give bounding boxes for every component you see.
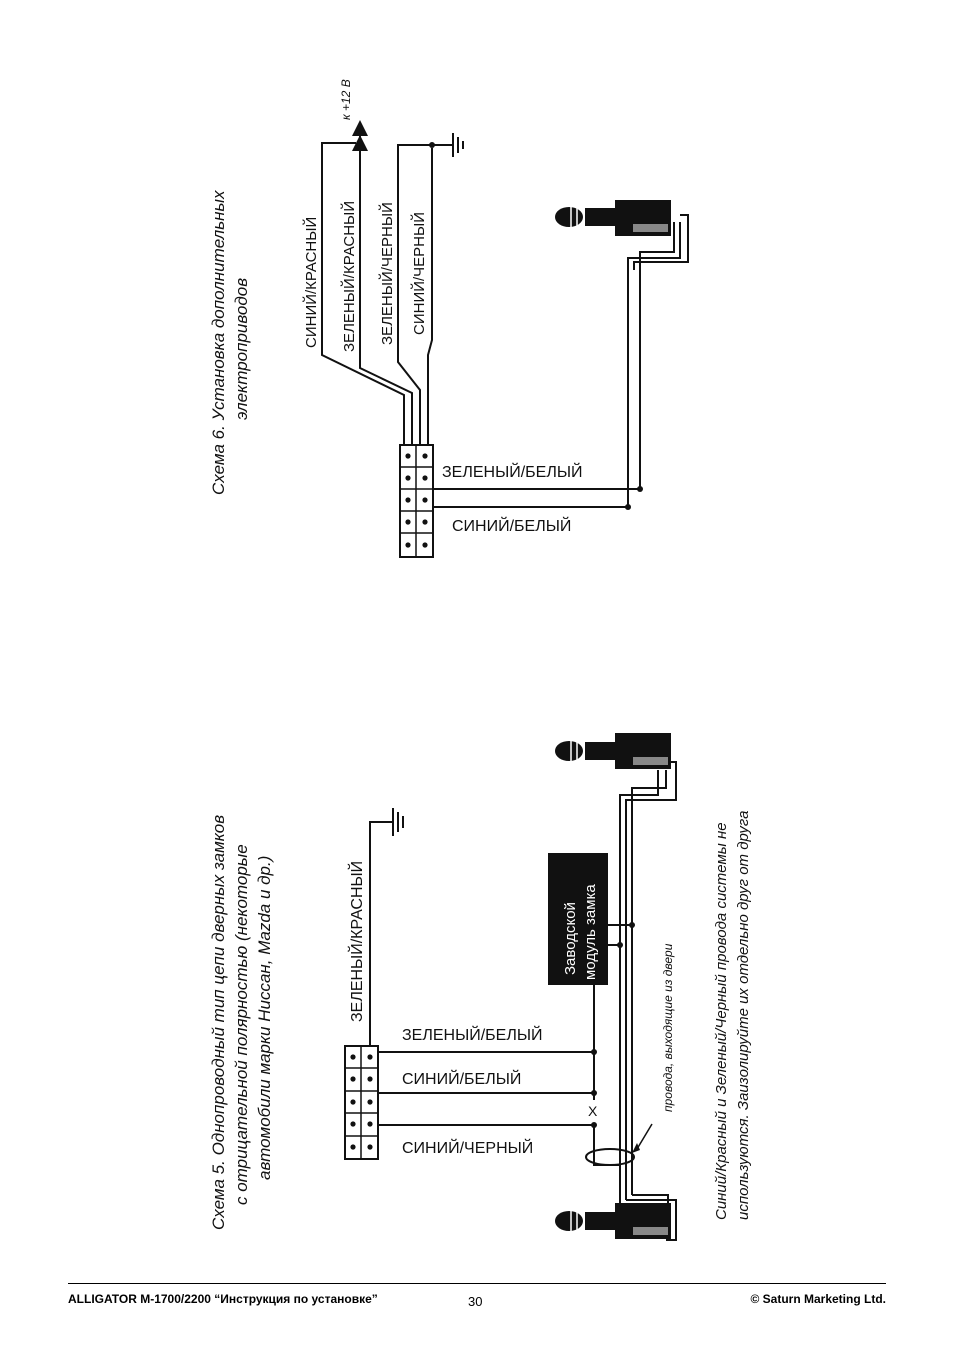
scheme6-blue-white-label: СИНИЙ/БЕЛЫЙ (452, 518, 572, 535)
scheme5-note-line1: Синий/Красный и Зеленый/Черный провода системы не (713, 822, 730, 1220)
scheme-6 (209, 79, 688, 557)
door-wires-label: провода, выходящие из двери (661, 943, 675, 1112)
footer-title: ALLIGATOR M-1700/2200 “Инструкция по установке” (68, 1292, 378, 1306)
scheme6-title: Схема 6. Установка дополнительных (209, 190, 228, 495)
scheme5-title-line3: автомобили марки Ниссан, Mazda и др.) (255, 855, 274, 1180)
scheme5-blue-black-label: СИНИЙ/ЧЕРНЫЙ (402, 1140, 534, 1157)
factory-lock-module (548, 853, 608, 985)
scheme6-title-line2: электроприводов (232, 277, 251, 420)
footer-copyright: © Saturn Marketing Ltd. (750, 1292, 886, 1306)
ground-icon (393, 808, 403, 836)
module-label-line1: Заводской (562, 902, 579, 975)
wire-label-green-black: ЗЕЛЕНЫЙ/ЧЕРНЫЙ (379, 202, 396, 345)
wire-label-blue-black: СИНИЙ/ЧЕРНЫЙ (411, 211, 428, 335)
scheme5-connector (345, 1046, 378, 1159)
scheme6-green-white-label: ЗЕЛЕНЫЙ/БЕЛЫЙ (442, 464, 583, 481)
scheme-5 (209, 733, 752, 1240)
scheme5-title: Схема 5. Однопроводный тип цепи дверных замков (209, 814, 228, 1230)
page-number: 30 (468, 1294, 483, 1309)
scheme5-green-white-label: ЗЕЛЕНЫЙ/БЕЛЫЙ (402, 1027, 543, 1044)
scheme6-connector (400, 445, 433, 557)
actuator-icon (555, 1203, 671, 1239)
ground-icon (453, 133, 463, 157)
scheme5-note-line2: используются. Заизолируйте их отдельно друг от друга (735, 810, 752, 1220)
actuator-icon (555, 733, 671, 769)
page-footer (68, 1283, 886, 1314)
wire-label-green-red: ЗЕЛЕНЫЙ/КРАСНЫЙ (341, 200, 358, 352)
plus12-label: к +12 В (339, 79, 353, 120)
wire-label-blue-red: СИНИЙ/КРАСНЫЙ (303, 216, 320, 348)
module-label-line2: модуль замка (582, 884, 599, 980)
scheme5-blue-white-label: СИНИЙ/БЕЛЫЙ (402, 1071, 522, 1088)
actuator-icon (555, 200, 671, 236)
cut-mark: X (588, 1103, 598, 1119)
scheme5-title-line2: с отрицательной полярностью (некоторые (232, 844, 251, 1205)
scheme5-green-red-label: ЗЕЛЕНЫЙ/КРАСНЫЙ (349, 860, 366, 1022)
